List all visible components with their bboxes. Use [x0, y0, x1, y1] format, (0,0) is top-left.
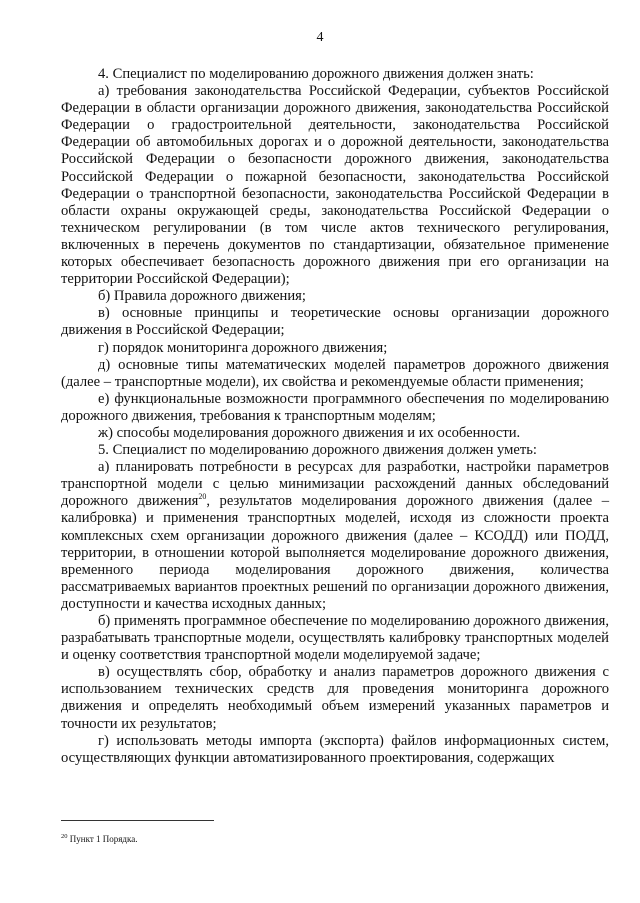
footnote-number: 20 [61, 833, 68, 840]
paragraph-4d: д) основные типы математических моделей параметров дорожного движения (далее – транспортные модели), их свойства и рекомендуемые области применения; [61, 356, 609, 390]
paragraph-5g: г) использовать методы импорта (экспорта) файлов информационных систем, осуществляющих функции автоматизированного проектирования, содержащих [61, 732, 609, 766]
paragraph-4-heading: 4. Специалист по моделированию дорожного движения должен знать: [98, 66, 534, 82]
paragraph-4g: г) порядок мониторинга дорожного движения; [98, 339, 388, 356]
footnote [61, 834, 461, 845]
paragraph-5a [61, 459, 609, 613]
paragraph-5a-text-before: а) планировать потребности в ресурсах для разработки, настройки параметров транспортной модели с целью минимизации расхождений данных обследований дорожного движения [61, 459, 609, 510]
paragraph-4v: в) основные принципы и теоретические основы организации дорожного движения в Российской Федерации; [61, 305, 609, 339]
page-number: 4 [316, 30, 324, 45]
paragraph-5a-text-after: , результатов моделирования дорожного движения (далее – калибровка) и применения транспортных моделей, исходя из сложности проекта комплексных схем организации дорожного движения (далее – КСОДД) или ПОДД, территории, в отношении которой выполняется моделирование дорожного движения, временного периода моделирования дорожного движения, количества рассматриваемых вариантов проектных решений по организации дорожного движения, доступности и качества исходных данных; [61, 493, 609, 612]
paragraph-4b: б) Правила дорожного движения; [98, 288, 306, 305]
document-body [61, 66, 609, 767]
paragraph-4zh: ж) способы моделирования дорожного движения и их особенности. [98, 424, 521, 441]
paragraph-5-heading: 5. Специалист по моделированию дорожного движения должен уметь: [98, 442, 537, 459]
footnote-reference: 20 [198, 492, 207, 502]
paragraph-5b: б) применять программное обеспечение по моделированию дорожного движения, разрабатывать транспортные модели, осуществлять калибровку транспортных моделей и оценку соответствия транспортной модели моделируемой задаче; [61, 613, 609, 664]
paragraph-4e: е) функциональные возможности программного обеспечения по моделированию дорожного движения, требования к транспортным моделям; [61, 390, 609, 424]
footnote-text: Пункт 1 Порядка. [67, 834, 138, 844]
footnote-separator [61, 820, 214, 821]
paragraph-5v: в) осуществлять сбор, обработку и анализ параметров дорожного движения с использованием технических средств для проведения мониторинга дорожного движения и определять необходимый объем измерений указанных параметров и точности их результатов; [61, 664, 609, 732]
paragraph-4a: а) требования законодательства Российской Федерации, субъектов Российской Федерации в области организации дорожного движения, законодательства Российской Федерации о градостроительной деятельности, законодательства Российской Федерации об автомобильных дорогах и о дорожной деятельности, законодательства Российской Федерации о безопасности дорожного движения, законодательства Российской Федерации о пожарной безопасности, законодательства Российской Федерации о транспортной безопасности, законодательства Российской Федерации в области охраны окружающей среды, законодательства Российской Федерации о техническом регулировании (в том числе актов технического регулирования, включенных в перечень документов по стандартизации, обязательное применение которых обеспечивает безопасность дорожного движения при его организации на территории Российской Федерации); [61, 83, 609, 288]
